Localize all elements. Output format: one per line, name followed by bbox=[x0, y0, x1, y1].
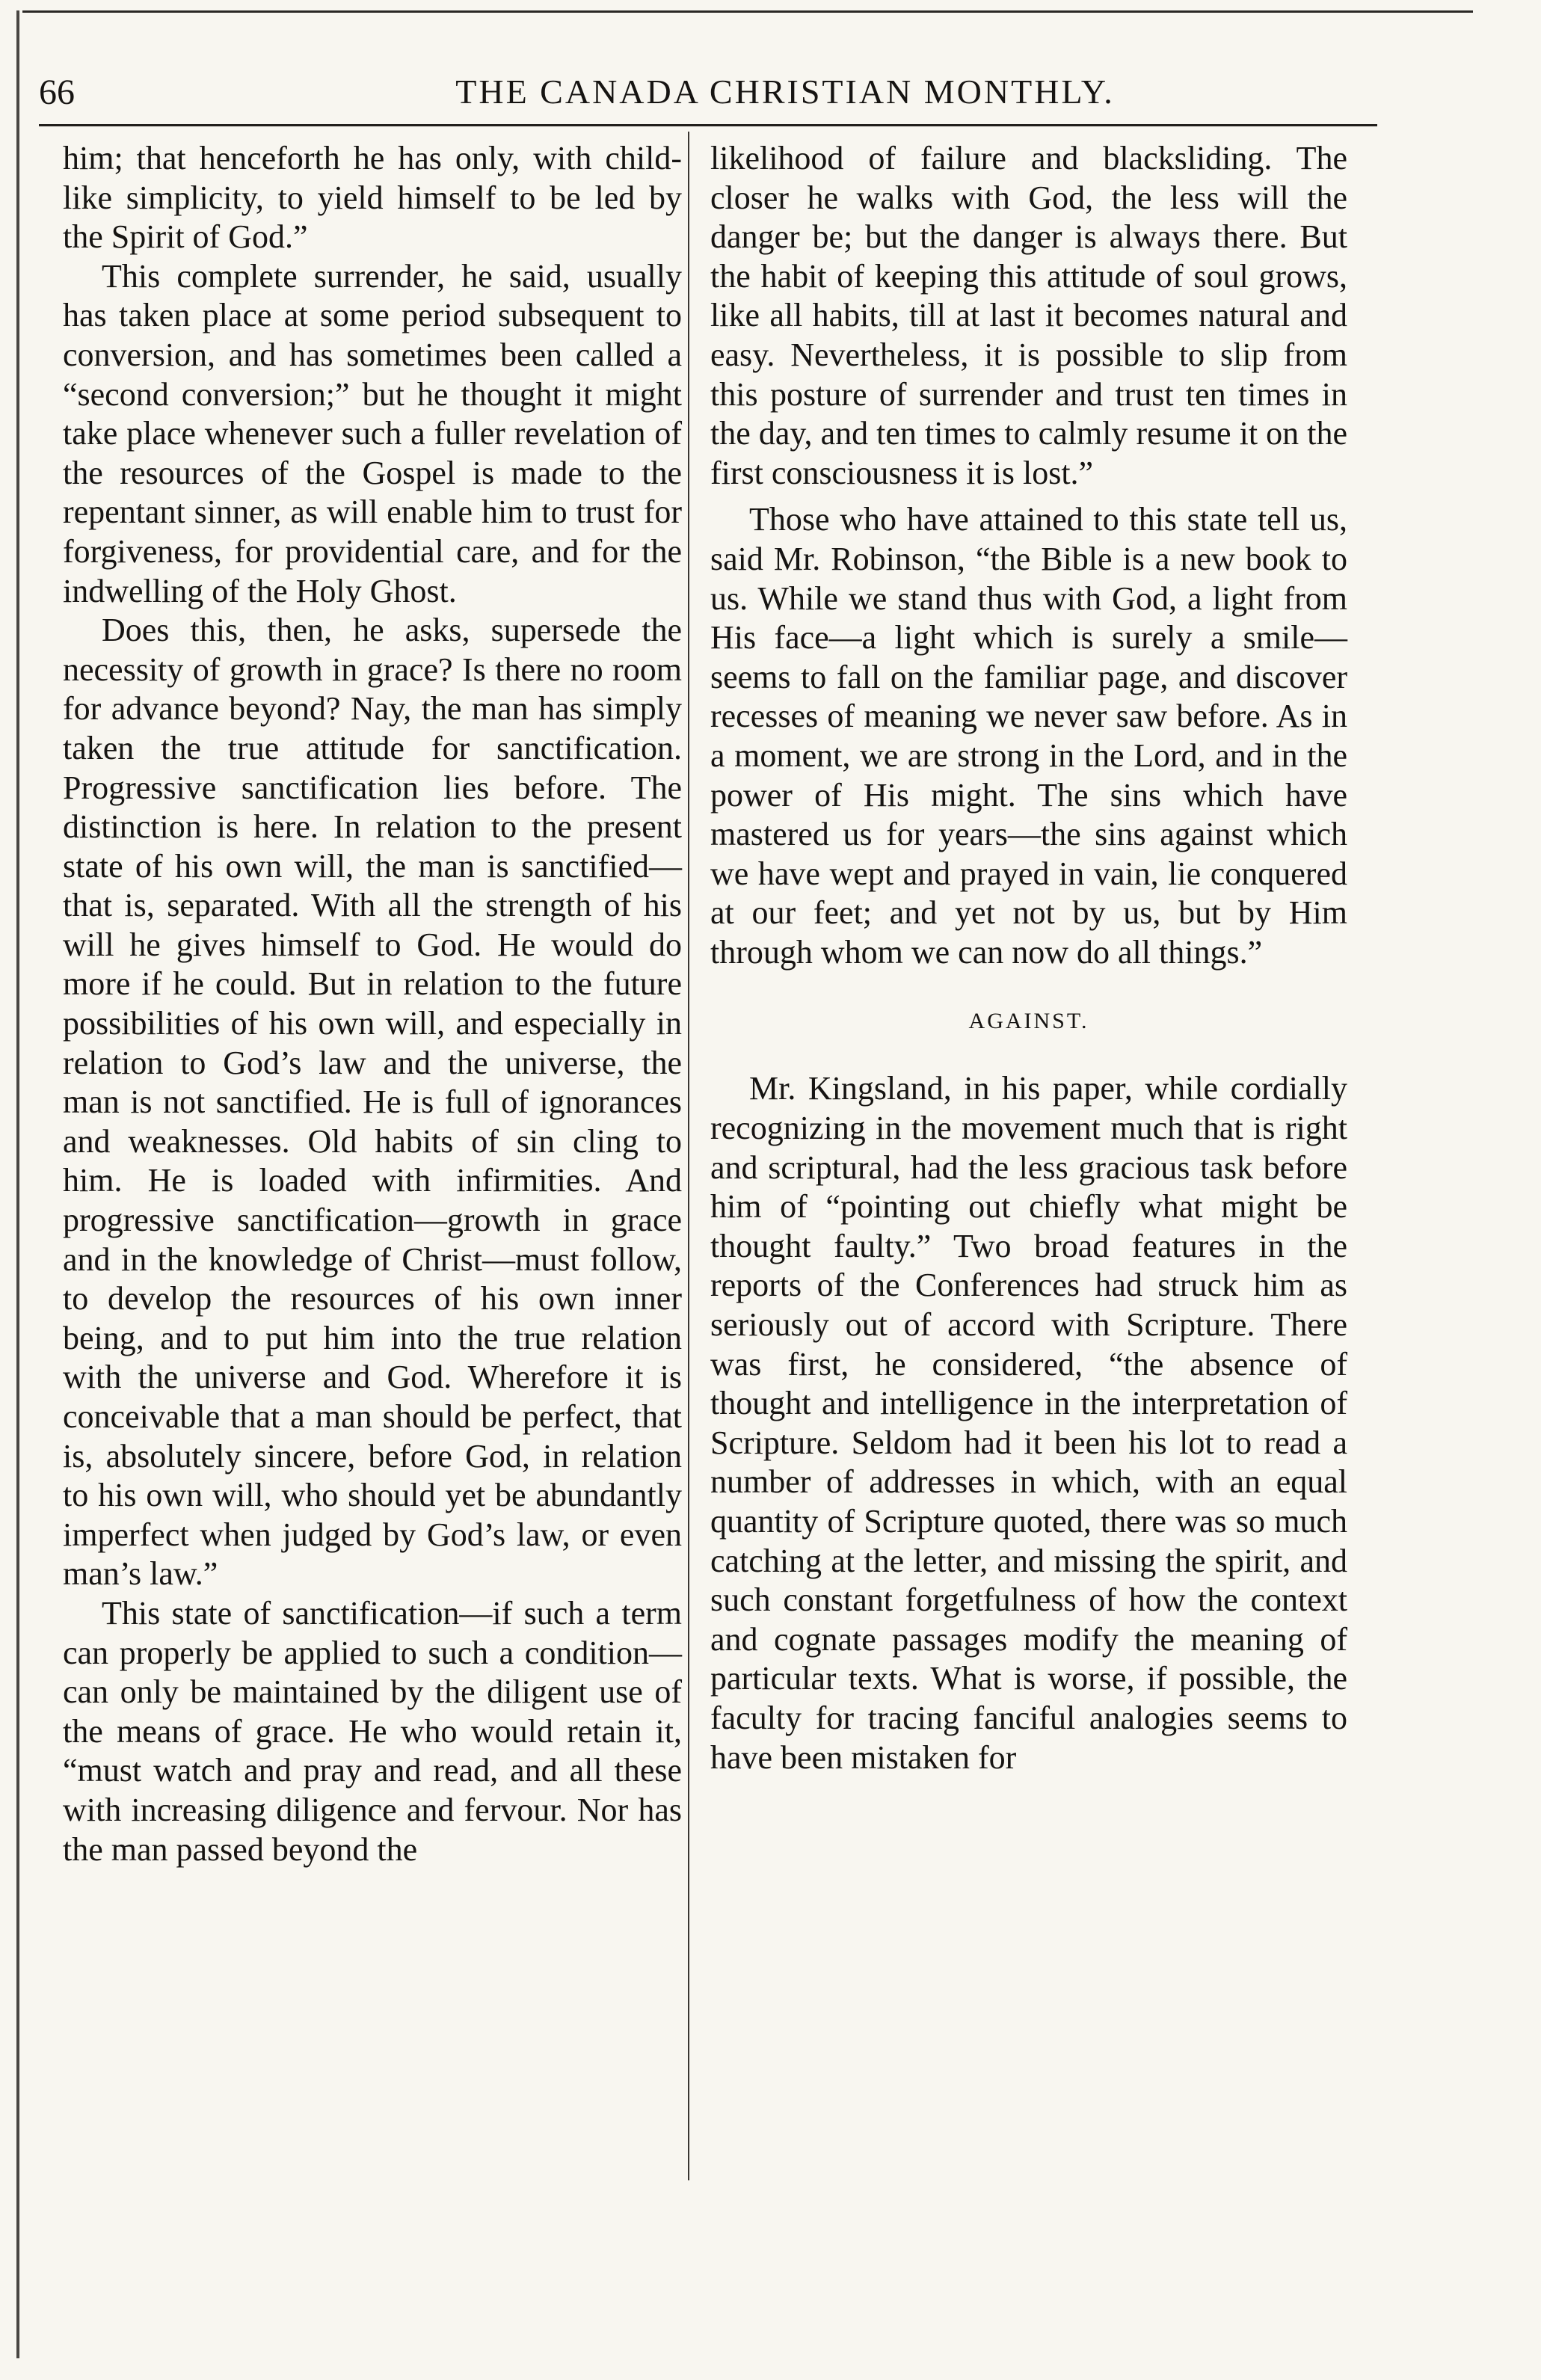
paragraph: Those who have attained to this state tell us, said Mr. Robinson, “the Bible is a new book to us. While we stand thus with God, a light from His face—a light which is surely a smile—seems to fall on the familiar page, and discover recesses of meaning we never saw before. As in a moment, we are strong in the Lord, and in the power of His might. The sins which have mastered us for years—the sins against which we have wept and prayed in vain, lie conquered at our feet; and yet not by us, but by Him through whom we can now do all things.” bbox=[710, 501, 1347, 971]
paragraph: This complete surrender, he said, usually has taken place at some period subsequent to conversion, and has sometimes been called a “second conversion;” but he thought it might take place whenever such a fuller revelation of the resources of the Gospel is made to the repentant sinner, as will enable him to trust for forgiveness, for providential care, and for the indwelling of the Holy Ghost. bbox=[63, 257, 682, 609]
paragraph: likelihood of failure and blacksliding. The closer he walks with God, the less will the danger be; but the danger is always there. But the habit of keeping this attitude of soul grows, like all habits, till at last it becomes natural and easy. Nevertheless, it is possible to slip from this posture of surrender and trust ten times in the day, and ten times to calmly resume it on the first consciousness it is lost.” bbox=[710, 140, 1347, 491]
paragraph: Mr. Kingsland, in his paper, while cordially recognizing in the movement much that is right and scriptural, had the less gracious task before him of “pointing out chiefly what might be thought faulty.” Two broad features in the reports of the Conferences had struck him as seriously out of accord with Scripture. There was first, he considered, “the absence of thought and intelligence in the interpretation of Scripture. Seldom had it been his lot to read a number of addresses in which, with an equal quantity of Scripture quoted, there was so much catching at the letter, and missing the spirit, and such constant forgetfulness of how the context and cognate passages modify the meaning of particular texts. What is worse, if possible, the faculty for tracing fanciful analogies seems to have been mistaken for bbox=[710, 1070, 1347, 1776]
paragraph: This state of sanctification—if such a term can properly be applied to such a condition—can only be maintained by the diligent use of the means of grace. He who would retain it, “must watch and pray and read, and all these with increasing diligence and fervour. Nor has the man passed beyond the bbox=[63, 1594, 682, 1868]
column-divider bbox=[688, 132, 689, 2180]
running-title: THE CANADA CHRISTIAN MONTHLY. bbox=[455, 73, 1115, 111]
paragraph: Does this, then, he asks, supersede the necessity of growth in grace? Is there no room for advance beyond? Nay, the man has simply taken the true attitude for sanctification. Progressive sanctification lies before. The distinction is here. In relation to the present state of his own will, the man is sanctified—that is, separated. With all the strength of his will he gives himself to God. He would do more if he could. But in relation to the future possibilities of his own will, and especially in relation to God’s law and the universe, the man is not sanctified. He is full of ignorances and weaknesses. Old habits of sin cling to him. He is loaded with infirmities. And progressive sanctification—growth in grace and in the knowledge of Christ—must follow, to develop the resources of his own inner being, and to put him into the true relation with the universe and God. Wherefore it is conceivable that a man should be perfect, that is, absolutely sincere, before God, in relation to his own will, who should yet be abundantly imperfect when judged by God’s law, or even man’s law.” bbox=[63, 612, 682, 1593]
page-number: 66 bbox=[39, 73, 75, 112]
header-rule bbox=[39, 124, 1377, 126]
right-column bbox=[710, 139, 1347, 1777]
paragraph: him; that henceforth he has only, with child-like simplicity, to yield himself to be led by the Spirit of God.” bbox=[63, 140, 682, 256]
top-border-rule bbox=[22, 10, 1473, 13]
left-page-edge bbox=[16, 10, 19, 2358]
section-heading: AGAINST. bbox=[968, 1009, 1089, 1034]
left-column bbox=[63, 139, 682, 1869]
